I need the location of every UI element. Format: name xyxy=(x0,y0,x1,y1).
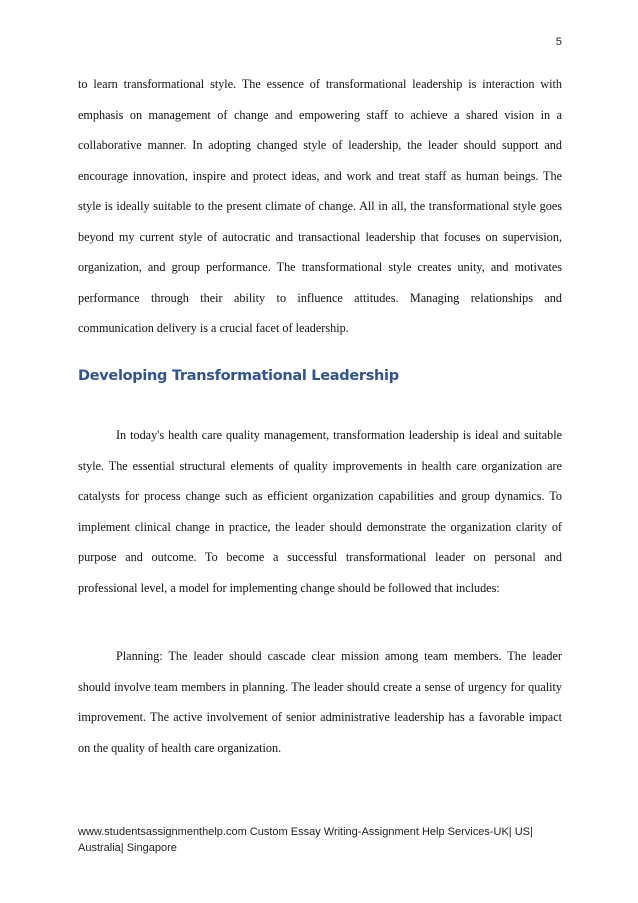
page-footer: www.studentsassignmenthelp.com Custom Essay Writing-Assignment Help Services-UK| US| Australia| Singapore xyxy=(78,826,533,854)
page-number: 5 xyxy=(555,36,562,48)
paragraph-transformational-style: to learn transformational style. The essence of transformational leadership is interaction with emphasis on management of change and empowering staff to achieve a shared vision in a collaborative manner. In adopting changed style of leadership, the leader should support and encourage innovation, inspire and protect ideas, and work and treat staff as human beings. The style is ideally suitable to the present climate of change. All in all, the transformational style goes beyond my current style of autocratic and transactional leadership that focuses on supervision, organization, and group performance. The transformational style creates unity, and motivates performance through their ability to influence attitudes. Managing relationships and communication delivery is a crucial facet of leadership. xyxy=(78,77,562,335)
section-heading: Developing Transformational Leadership xyxy=(78,368,399,384)
paragraph-health-care-quality: In today's health care quality management, transformation leadership is ideal and suitable style. The essential structural elements of quality improvements in health care organization are catalysts for process change such as efficient organization capabilities and group dynamics. To implement clinical change in practice, the leader should demonstrate the organization clarity of purpose and outcome. To become a successful transformational leader on personal and professional level, a model for implementing change should be followed that includes: xyxy=(78,428,562,595)
paragraph-planning: Planning: The leader should cascade clear mission among team members. The leader should involve team members in planning. The leader should create a sense of urgency for quality improvement. The active involvement of senior administrative leadership has a favorable impact on the quality of health care organization. xyxy=(78,649,562,755)
